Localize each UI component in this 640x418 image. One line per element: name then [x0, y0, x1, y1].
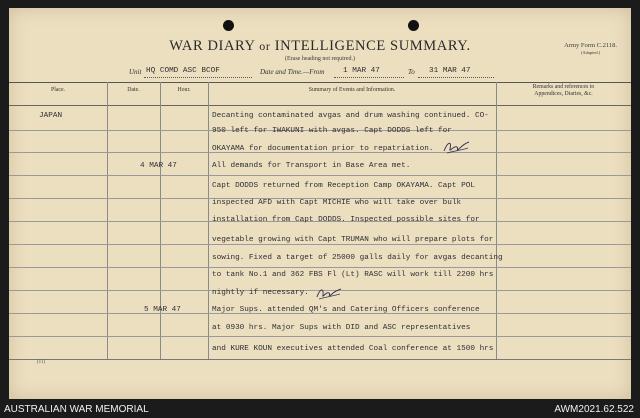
header-bottom-rule: [9, 105, 631, 106]
summary-line: at 0930 hrs. Major Sups with DID and ASC representatives: [212, 324, 471, 332]
col-header-summary: Summary of Events and Information.: [308, 87, 396, 93]
summary-line: nightly if necessary.: [212, 289, 309, 297]
summary-line: OKAYAMA for documentation prior to repatriation.: [212, 145, 434, 153]
from-dotted-line: [334, 77, 404, 78]
remarks-header-line2: Appendices, Diaries, &c.: [534, 90, 593, 97]
summary-line: inspected AFD with Capt MICHIE who will take over bulk: [212, 199, 462, 207]
col-header-place: Place.: [50, 87, 65, 93]
handwritten-initials: [315, 286, 343, 300]
diary-sheet: [9, 8, 631, 399]
place-entry: JAPAN: [39, 112, 63, 120]
unit-dotted-line: [144, 77, 252, 78]
summary-line: All demands for Transport in Base Area met.: [212, 162, 411, 170]
punch-hole-right: [408, 20, 419, 31]
summary-line: to tank No.1 and 362 FBS Fl (Lt) RASC will work till 2200 hrs: [212, 271, 494, 279]
unit-value: HQ COMD ASC BCOF: [146, 67, 220, 75]
col-header-remarks: [496, 84, 631, 97]
summary-line: and KURE KOUN executives attended Coal conference at 1500 hrs: [212, 345, 494, 353]
summary-line: sowing. Fixed a target of 25000 galls daily for avgas decanting: [212, 254, 503, 262]
title-intelligence-summary: INTELLIGENCE SUMMARY.: [274, 38, 471, 54]
title-war-diary: WAR DIARY: [169, 38, 256, 54]
table-top-rule: [9, 82, 631, 83]
credit-accession-number: AWM2021.62.522: [554, 404, 634, 415]
date-entry: 4 MAR 47: [140, 162, 177, 170]
form-number-text: Army Form C.2118.: [564, 42, 617, 49]
summary-line: 950 left for IWAKUNI with avgas. Capt DODDS left for: [212, 127, 452, 135]
form-subtitle: (Erase heading not required.): [285, 56, 355, 62]
summary-line: vegetable growing with Capt TRUMAN who will prepare plots for: [212, 236, 494, 244]
army-form-number: [564, 42, 617, 56]
row-rule: [9, 244, 631, 245]
handwritten-initials: [442, 139, 472, 155]
row-rule: [9, 336, 631, 337]
form-title: [9, 38, 631, 55]
col-header-date: Date.: [127, 87, 140, 93]
unit-label: Unit: [129, 68, 142, 76]
to-label: To: [408, 68, 415, 76]
col-header-hour: Hour.: [177, 87, 191, 93]
credit-institution: AUSTRALIAN WAR MEMORIAL: [4, 404, 149, 415]
punch-hole-left: [223, 20, 234, 31]
date-entry: 5 MAR 47: [144, 306, 181, 314]
table-bottom-rule: [9, 359, 631, 360]
to-date-value: 31 MAR 47: [429, 67, 471, 75]
to-dotted-line: [418, 77, 494, 78]
row-rule: [9, 267, 631, 268]
form-print-number: (11): [37, 360, 46, 365]
remarks-header-line1: Remarks and references to: [532, 84, 595, 90]
summary-line: Major Sups. attended QM's and Catering Officers conference: [212, 306, 480, 314]
summary-line: installation from Capt DODDS. Inspected possible sites for: [212, 216, 480, 224]
from-date-value: 1 MAR 47: [343, 67, 380, 75]
row-rule: [9, 175, 631, 176]
title-or: or: [259, 39, 271, 53]
form-adapted-text: (Adapted.): [580, 50, 601, 55]
summary-line: Capt DODDS returned from Reception Camp OKAYAMA. Capt POL: [212, 182, 475, 190]
archive-credit-bar: [0, 401, 640, 418]
datetime-label: Date and Time.—From: [260, 68, 325, 76]
summary-line: Decanting contaminated avgas and drum washing continued. CO-: [212, 112, 489, 120]
